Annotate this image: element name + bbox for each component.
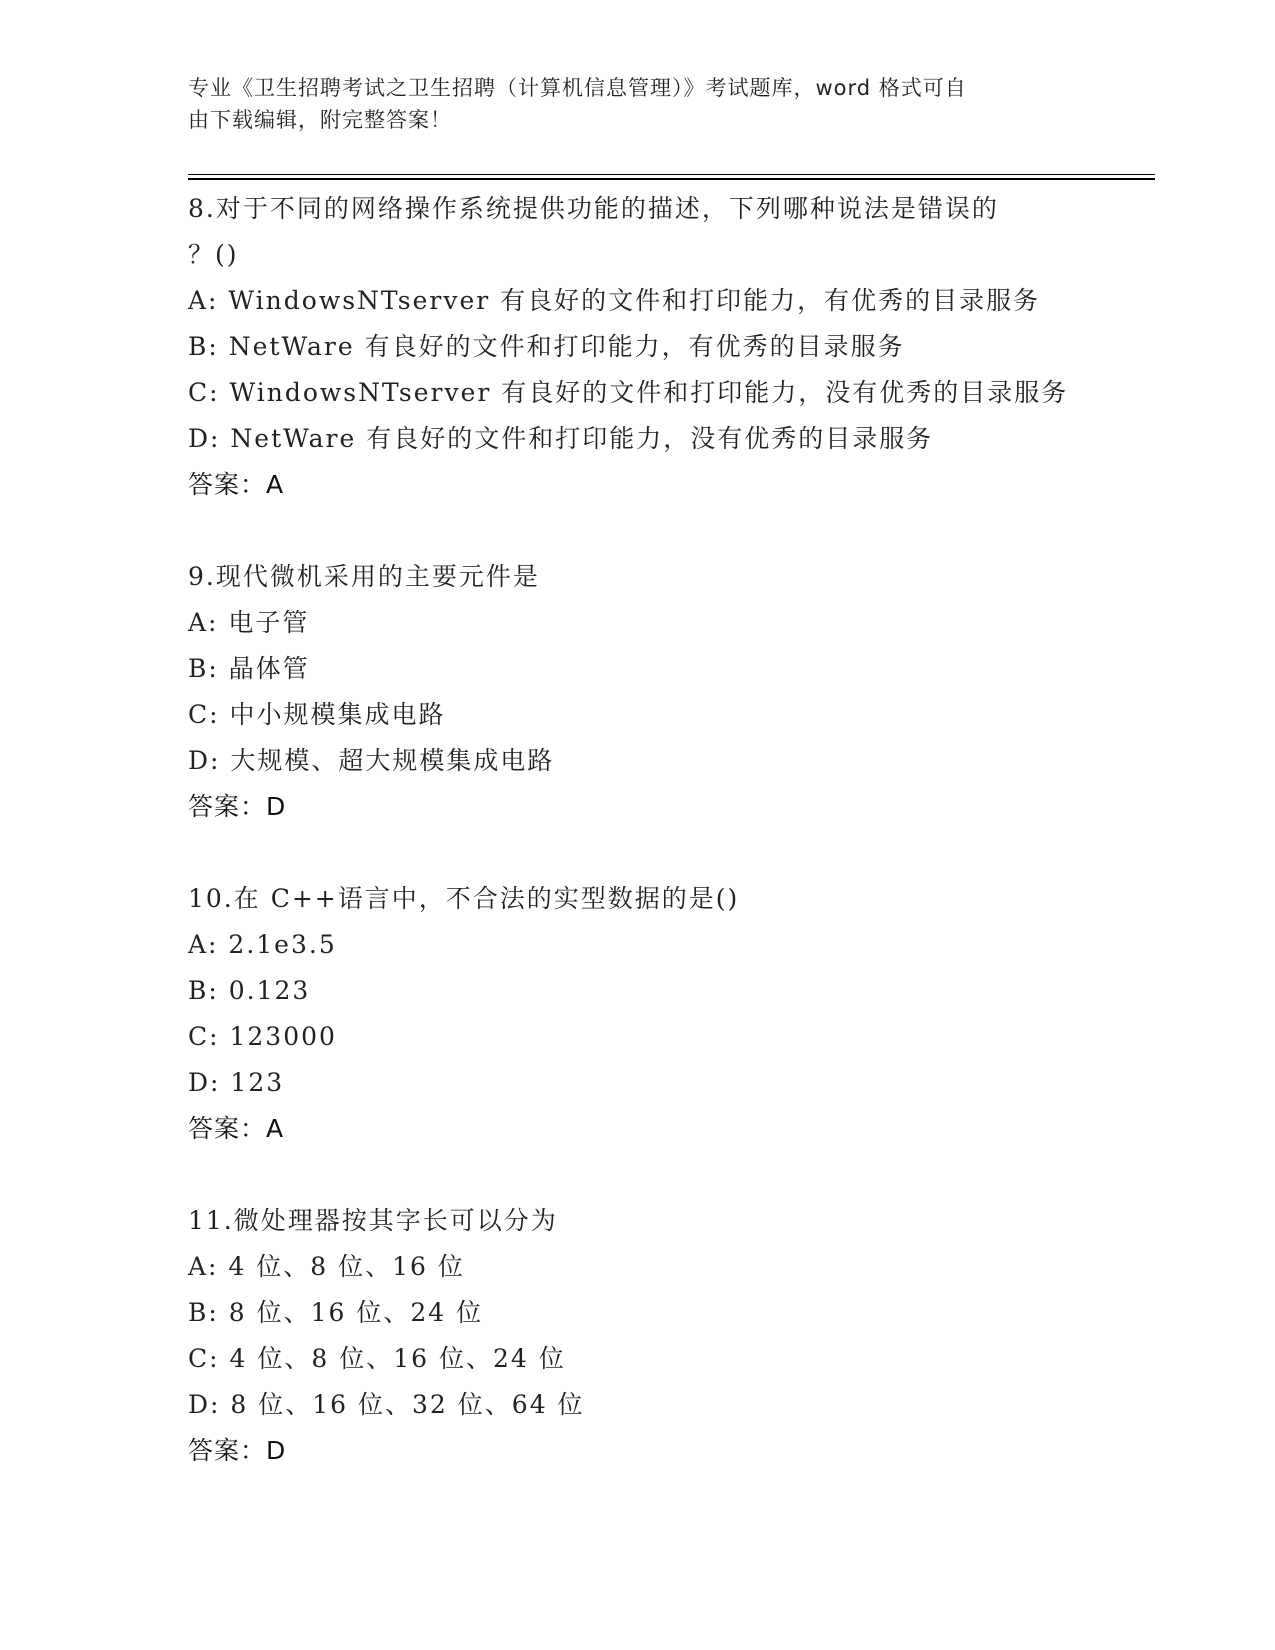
answer: 答案：D (188, 792, 287, 821)
option-d: D: NetWare 有良好的文件和打印能力，没有优秀的目录服务 (188, 424, 934, 453)
option-c: C: 123000 (188, 1022, 337, 1051)
answer: 答案：A (188, 470, 285, 499)
option-a: A: WindowsNTserver 有良好的文件和打印能力，有优秀的目录服务 (188, 286, 1041, 315)
question-spacer (188, 1152, 1148, 1198)
question-spacer (188, 830, 1148, 876)
answer: 答案：D (188, 1436, 287, 1465)
document-header (188, 72, 1068, 136)
option-b: B: 晶体管 (188, 654, 310, 683)
question-stem: 9.现代微机采用的主要元件是 (188, 562, 540, 591)
question-11 (188, 1198, 1148, 1474)
option-d: D: 8 位、16 位、32 位、64 位 (188, 1390, 585, 1419)
header-rule-thin (188, 174, 1155, 175)
question-10 (188, 876, 1148, 1152)
header-line-1: 专业《卫生招聘考试之卫生招聘（计算机信息管理）》考试题库，word 格式可自 (188, 76, 967, 100)
option-c: C: 4 位、8 位、16 位、24 位 (188, 1344, 566, 1373)
option-b: B: 8 位、16 位、24 位 (188, 1298, 484, 1327)
option-a: A: 2.1e3.5 (188, 930, 337, 959)
option-b: B: NetWare 有良好的文件和打印能力，有优秀的目录服务 (188, 332, 905, 361)
option-a: A: 电子管 (188, 608, 310, 637)
header-rule-thick (188, 178, 1155, 180)
option-d: D: 大规模、超大规模集成电路 (188, 746, 555, 775)
question-list (188, 186, 1148, 1474)
question-8 (188, 186, 1148, 508)
option-a: A: 4 位、8 位、16 位 (188, 1252, 465, 1281)
question-stem-continued: ？() (188, 240, 239, 269)
header-line-2: 由下载编辑，附完整答案！ (188, 108, 452, 132)
option-d: D: 123 (188, 1068, 285, 1097)
option-c: C: 中小规模集成电路 (188, 700, 446, 729)
answer: 答案：A (188, 1114, 285, 1143)
question-stem: 10.在 C++语言中，不合法的实型数据的是() (188, 884, 740, 913)
question-stem: 8.对于不同的网络操作系统提供功能的描述，下列哪种说法是错误的 (188, 194, 999, 223)
question-spacer (188, 508, 1148, 554)
question-9 (188, 554, 1148, 830)
option-c: C: WindowsNTserver 有良好的文件和打印能力，没有优秀的目录服务 (188, 378, 1069, 407)
option-b: B: 0.123 (188, 976, 311, 1005)
question-stem: 11.微处理器按其字长可以分为 (188, 1206, 558, 1235)
